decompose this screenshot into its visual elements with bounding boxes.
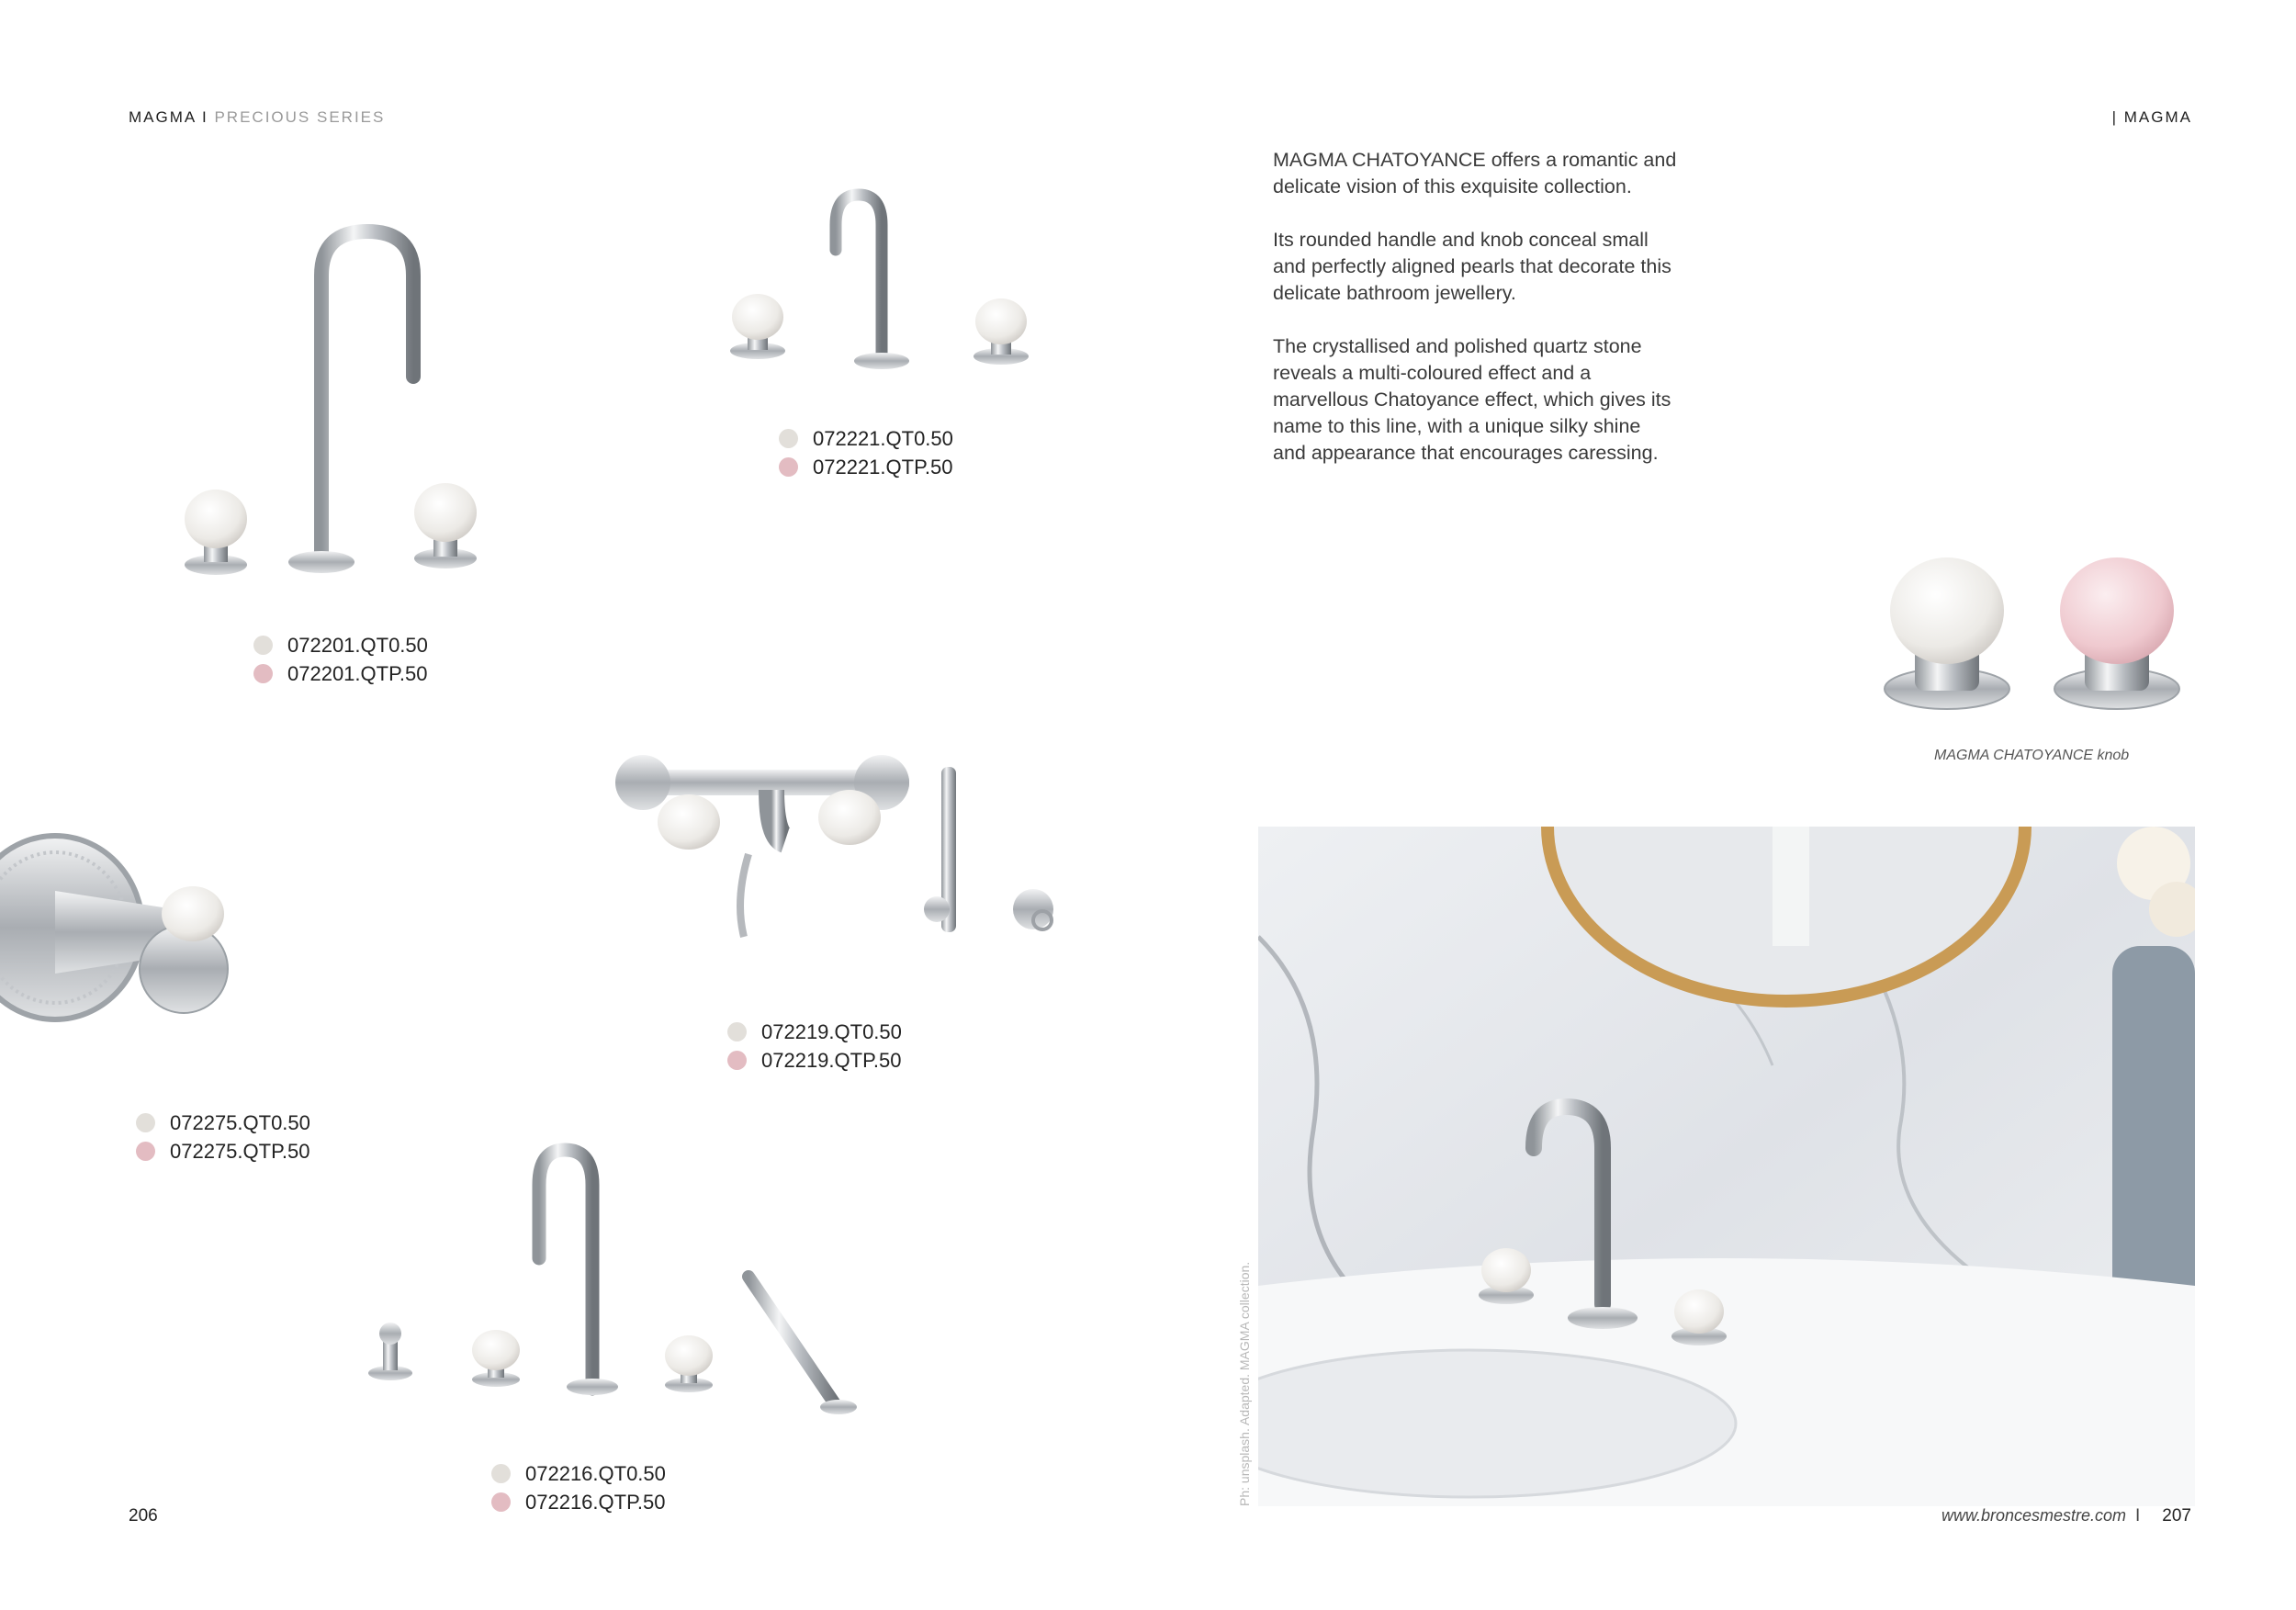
pink-quartz-swatch bbox=[491, 1492, 511, 1512]
product-codes-072201 bbox=[253, 631, 428, 688]
code-row bbox=[727, 1018, 902, 1046]
page-number-left: 206 bbox=[129, 1506, 158, 1526]
code-row bbox=[491, 1459, 666, 1488]
product-codes-072275 bbox=[136, 1109, 310, 1165]
left-header-brand: MAGMA I bbox=[129, 108, 208, 126]
pink-quartz-swatch bbox=[253, 664, 273, 683]
product-image-072221 bbox=[707, 184, 1047, 377]
code-row bbox=[727, 1046, 902, 1075]
knob-caption: MAGMA CHATOYANCE knob bbox=[1934, 748, 2130, 763]
product-code: 072219.QTP.50 bbox=[761, 1048, 902, 1072]
product-image-072201 bbox=[165, 220, 505, 579]
bathroom-photo bbox=[1258, 827, 2195, 1506]
product-code: 072221.QTP.50 bbox=[813, 455, 953, 478]
product-codes-072216 bbox=[491, 1459, 666, 1516]
code-row bbox=[491, 1488, 666, 1516]
intro-paragraph: The crystallised and polished quartz stone reveals a multi-coloured effect and a marvellous Chatoyance effect, which gives its name to this line, with a unique silky shine and appearance that encourages caressing. bbox=[1273, 335, 1671, 464]
intro-text bbox=[1273, 147, 1677, 493]
product-codes-072221 bbox=[779, 424, 953, 481]
pink-quartz-swatch bbox=[727, 1051, 747, 1070]
right-header-brand: MAGMA bbox=[2123, 108, 2192, 126]
product-code: 072219.QT0.50 bbox=[761, 1019, 902, 1043]
code-row bbox=[779, 453, 953, 481]
quartz-swatch bbox=[491, 1464, 511, 1483]
left-running-header bbox=[129, 108, 385, 127]
code-row bbox=[136, 1109, 310, 1137]
pink-quartz-swatch bbox=[779, 457, 798, 477]
intro-paragraph: MAGMA CHATOYANCE offers a romantic and delicate vision of this exquisite collection. bbox=[1273, 149, 1677, 197]
website-link[interactable]: www.broncesmestre.com bbox=[1941, 1506, 2127, 1525]
right-footer bbox=[1941, 1506, 2191, 1526]
code-row bbox=[779, 424, 953, 453]
intro-paragraph: Its rounded handle and knob conceal small and perfectly aligned pearls that decorate this delicate bathroom jewellery. bbox=[1273, 229, 1671, 304]
knob-detail-image bbox=[1874, 542, 2186, 716]
product-image-072219 bbox=[597, 726, 1084, 992]
product-code: 072275.QT0.50 bbox=[170, 1110, 310, 1134]
right-running-header bbox=[2112, 108, 2192, 127]
product-code: 072275.QTP.50 bbox=[170, 1139, 310, 1163]
footer-separator: I bbox=[2135, 1506, 2141, 1526]
product-code: 072201.QTP.50 bbox=[287, 661, 428, 685]
quartz-swatch bbox=[779, 429, 798, 448]
product-image-072275 bbox=[0, 808, 266, 1047]
code-row bbox=[253, 631, 428, 659]
page-number-right: 207 bbox=[2162, 1506, 2191, 1526]
product-codes-072219 bbox=[727, 1018, 902, 1075]
product-code: 072216.QT0.50 bbox=[525, 1461, 666, 1485]
code-row bbox=[136, 1137, 310, 1165]
code-row bbox=[253, 659, 428, 688]
quartz-swatch bbox=[136, 1113, 155, 1132]
quartz-swatch bbox=[727, 1022, 747, 1041]
quartz-swatch bbox=[253, 636, 273, 655]
left-header-series: PRECIOUS SERIES bbox=[214, 108, 386, 126]
pink-quartz-swatch bbox=[136, 1142, 155, 1161]
product-code: 072221.QT0.50 bbox=[813, 426, 953, 450]
product-image-072216 bbox=[363, 1139, 859, 1433]
photo-credit: Ph: unsplash. Adapted. MAGMA collection. bbox=[1237, 1261, 1252, 1506]
product-code: 072201.QT0.50 bbox=[287, 633, 428, 657]
product-code: 072216.QTP.50 bbox=[525, 1490, 666, 1514]
right-header-separator: | bbox=[2111, 108, 2119, 126]
